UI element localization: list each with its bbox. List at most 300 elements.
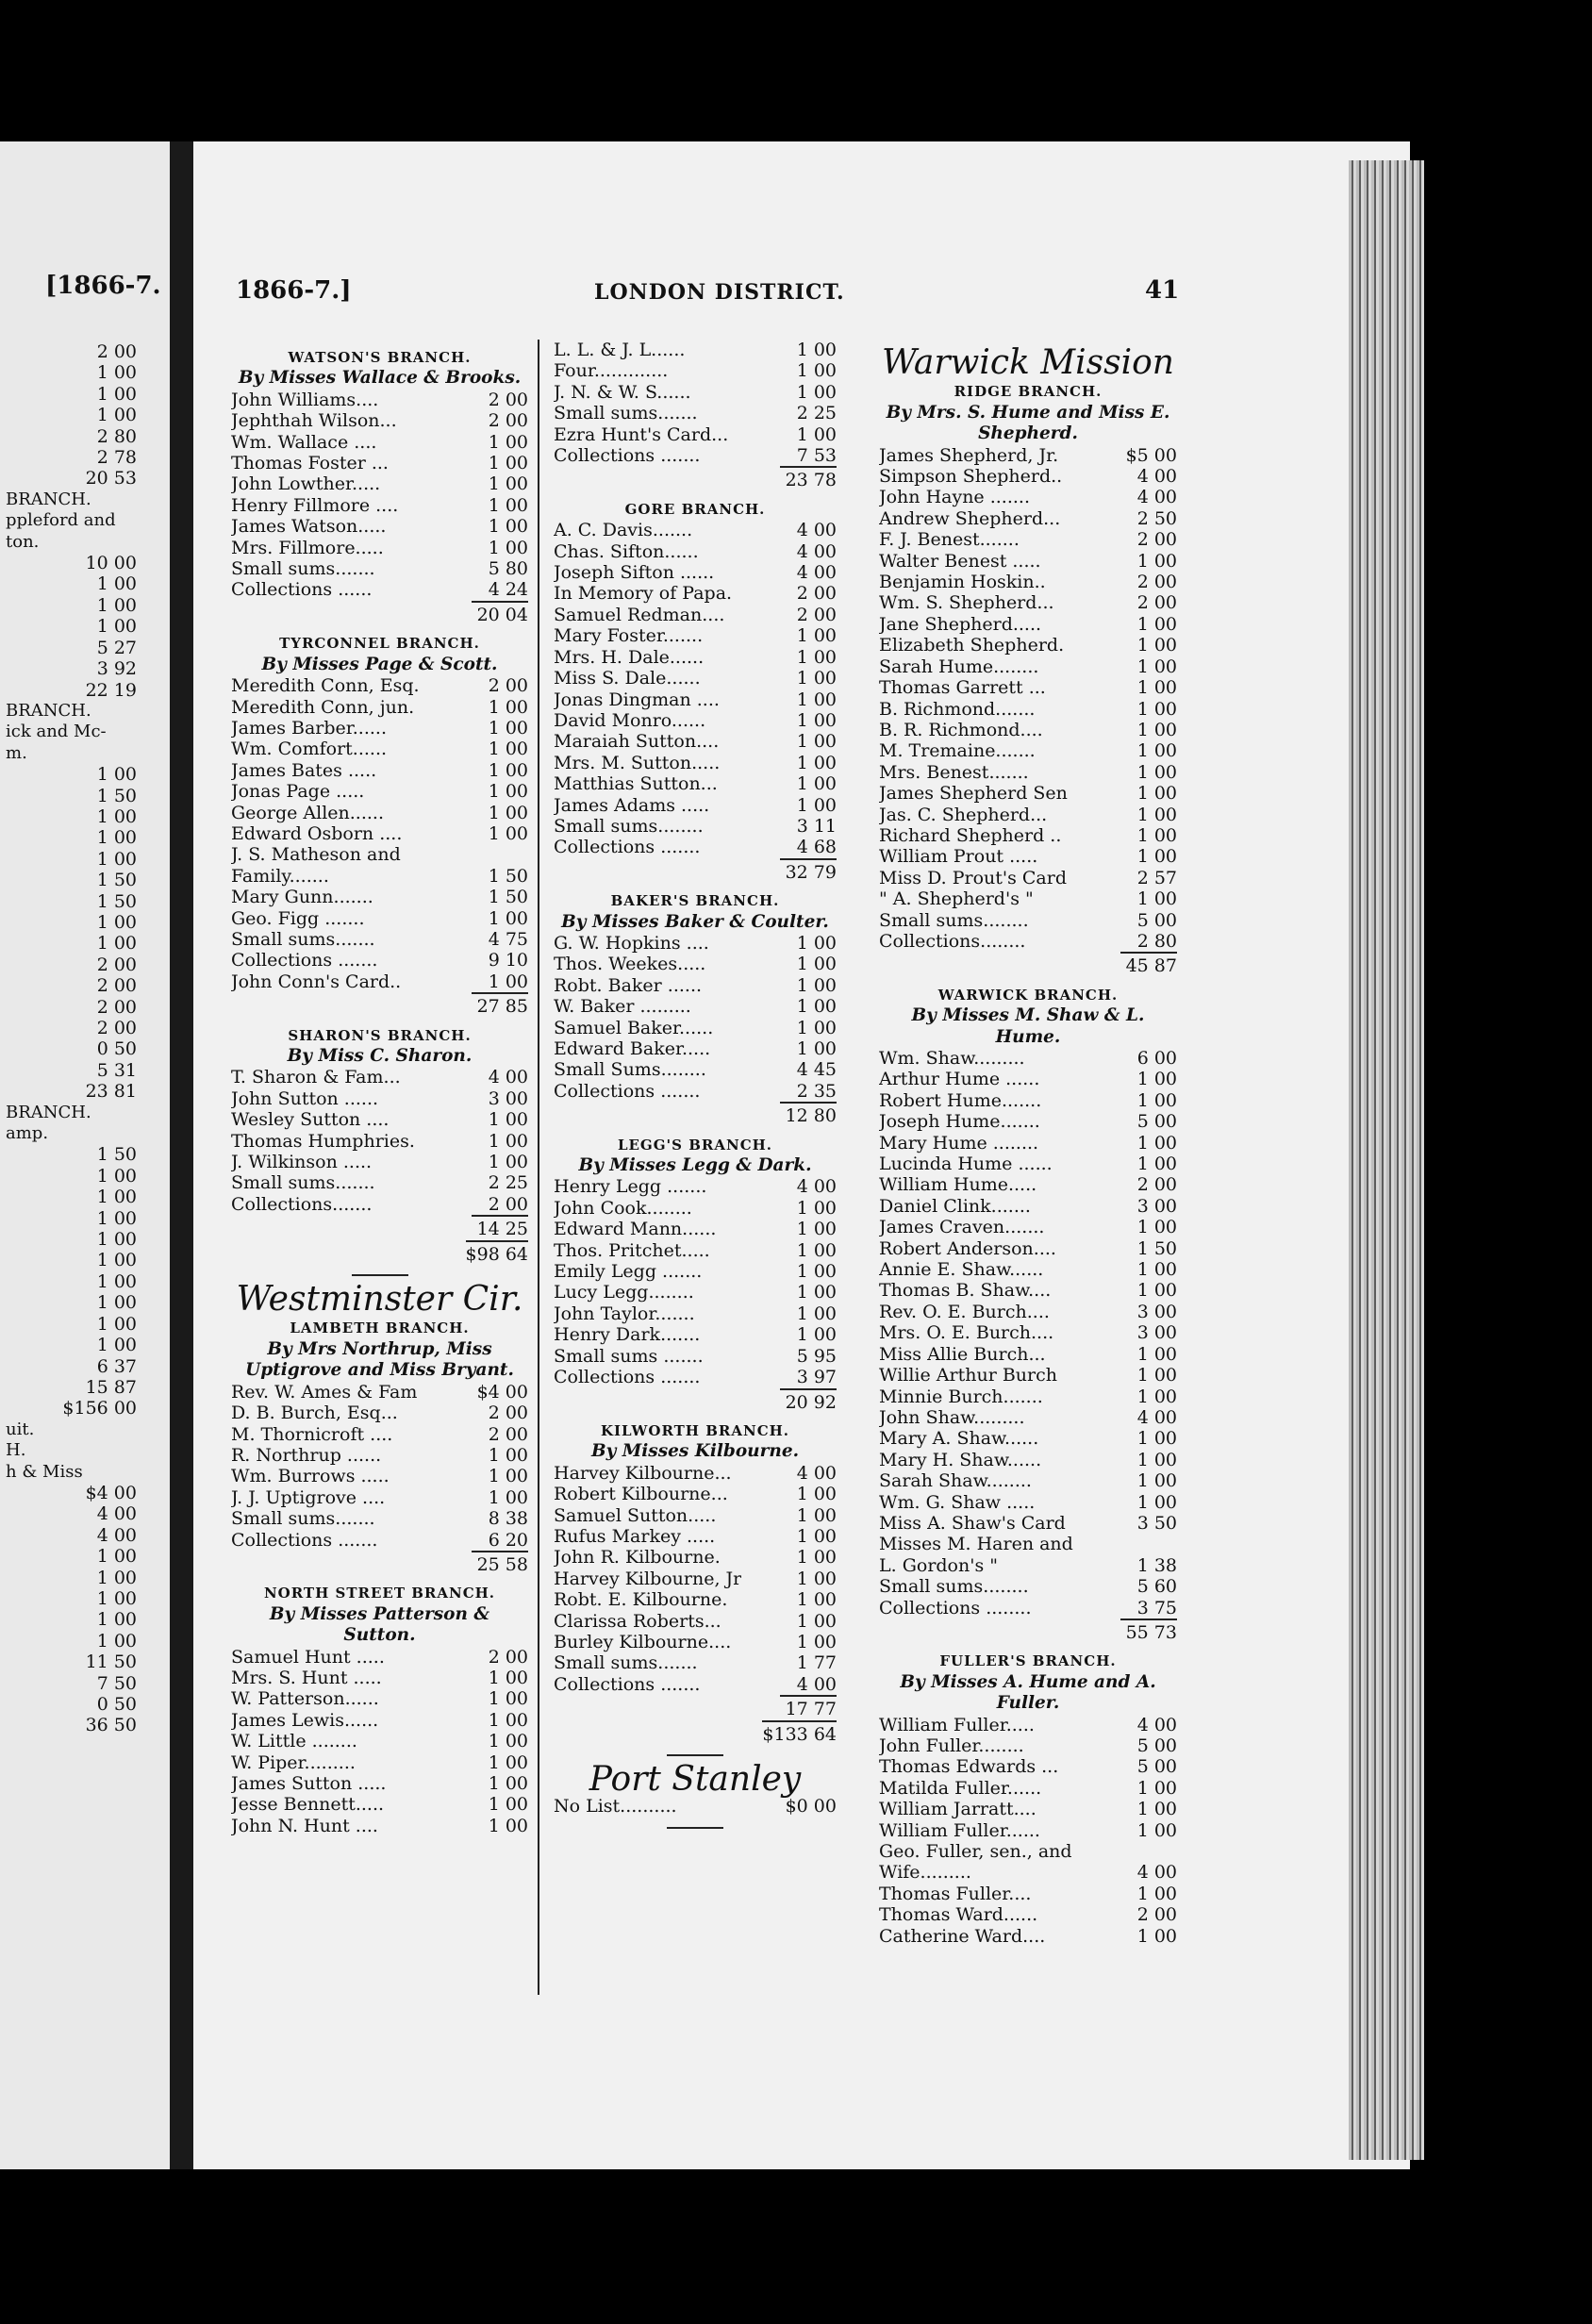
entry-row [231, 1794, 528, 1815]
entry-amount: 1 00 [488, 717, 528, 739]
entry-amount: 1 00 [796, 996, 837, 1018]
entry-row [554, 403, 837, 423]
divider [667, 1827, 723, 1829]
entry-name: Wife......... [879, 1862, 971, 1884]
entry-name: Small sums........ [879, 909, 1029, 931]
circuit-heading: Port Stanley [589, 1760, 802, 1799]
subtotal-amount: 27 85 [472, 992, 528, 1017]
entry-row [554, 1219, 837, 1239]
left-page-amount: 20 53 [85, 468, 137, 490]
entry-name: David Monro...... [554, 709, 706, 731]
entry-row [879, 1174, 1177, 1195]
entry-amount: 4 24 [488, 579, 528, 601]
entry-amount: 2 35 [796, 1080, 837, 1102]
entry-name: Harvey Kilbourne... [554, 1462, 732, 1484]
entry-row [554, 1569, 837, 1589]
entry-name: R. Northrup ...... [231, 1444, 382, 1466]
entry-name: John Taylor....... [554, 1303, 695, 1324]
entry-row [879, 1196, 1177, 1217]
entry-amount: 1 00 [488, 473, 528, 495]
branch-heading: WARWICK BRANCH. [937, 986, 1119, 1004]
entry-name: John Cook........ [554, 1197, 692, 1219]
entry-row [879, 1111, 1177, 1132]
left-page-text: h & Miss [6, 1461, 83, 1482]
left-page-amount: 1 00 [96, 911, 137, 933]
entry-amount: 4 00 [796, 562, 837, 584]
entry-row [879, 529, 1177, 550]
entry-row [879, 1259, 1177, 1280]
entry-amount: 1 00 [796, 1197, 837, 1219]
circuit-heading: Westminster Cir. [236, 1280, 523, 1320]
left-page-amount: 1 50 [96, 890, 137, 912]
entry-name: Chas. Sifton...... [554, 540, 699, 562]
entry-name: Daniel Clink....... [879, 1195, 1031, 1217]
left-page-amount: 15 87 [85, 1376, 137, 1398]
left-page-amount: 0 50 [96, 1694, 137, 1715]
left-page-amount: 1 00 [96, 805, 137, 827]
entry-amount: 5 00 [1136, 1735, 1177, 1756]
entry-row [879, 1492, 1177, 1513]
entry-row [554, 1282, 837, 1303]
entry-amount: 1 00 [1136, 1777, 1177, 1799]
entry-name: George Allen...... [231, 802, 384, 823]
entry-name: Edward Osborn .... [231, 822, 403, 844]
entry-amount: 2 00 [1136, 529, 1177, 551]
entry-row [231, 1530, 528, 1551]
entry-row [231, 823, 528, 844]
entry-amount: 2 00 [1136, 572, 1177, 593]
entry-name: Miss Allie Burch... [879, 1343, 1046, 1365]
entry-row [879, 720, 1177, 740]
entry-name: Benjamin Hoskin.. [879, 572, 1046, 593]
entry-name: Thomas Ward...... [879, 1904, 1038, 1926]
entry-amount: 8 38 [488, 1508, 528, 1530]
entry-amount [1124, 1534, 1177, 1554]
entry-name: Wm. Burrows ..... [231, 1466, 390, 1487]
entry-name: Matilda Fuller...... [879, 1777, 1042, 1799]
entry-name: Sarah Hume........ [879, 656, 1039, 677]
entry-row [554, 605, 837, 625]
entry-name: Samuel Sutton..... [554, 1504, 717, 1526]
entry-row [554, 562, 837, 583]
entry-amount: 1 50 [1136, 1237, 1177, 1259]
entry-row [879, 1280, 1177, 1301]
entry-name: Robt. E. Kilbourne. [554, 1589, 728, 1611]
entry-row [554, 445, 837, 466]
subtotal-row [231, 1551, 528, 1575]
entry-amount: 2 00 [488, 1646, 528, 1668]
entry-amount: 1 00 [1136, 1132, 1177, 1154]
branch-heading: NORTH STREET BRANCH. [263, 1585, 496, 1602]
collectors-line: By Misses Page & Scott. [261, 654, 498, 674]
entry-amount: $4 00 [476, 1381, 528, 1403]
entry-name: W. Patterson...... [231, 1688, 379, 1710]
entry-row [231, 1172, 528, 1193]
entry-name: Wm. Wallace .... [231, 431, 377, 453]
entry-row [231, 1466, 528, 1486]
entry-amount: 1 00 [796, 1568, 837, 1589]
entry-amount: 2 50 [1136, 507, 1177, 529]
left-page-amount: 5 31 [96, 1059, 137, 1081]
entry-name: Miss S. Dale...... [554, 668, 701, 689]
entry-row [879, 931, 1177, 952]
entry-name: Thomas Humphries. [231, 1130, 415, 1152]
branch-heading: RIDGE BRANCH. [954, 383, 1103, 401]
entry-amount: 1 00 [488, 1751, 528, 1773]
entry-name: Thomas Edwards ... [879, 1756, 1059, 1778]
entry-name: Geo. Fuller, sen., and [879, 1841, 1072, 1863]
entry-row [879, 1365, 1177, 1386]
entry-row [554, 1059, 837, 1080]
entry-name: Collections....... [231, 1193, 373, 1215]
left-facing-page [0, 141, 170, 2169]
entry-name: Small sums....... [231, 558, 375, 580]
entry-amount: 1 38 [1136, 1554, 1177, 1576]
entry-row [879, 1576, 1177, 1597]
left-page-amount: 1 00 [96, 848, 137, 870]
entry-row [554, 816, 837, 837]
entry-row [879, 1302, 1177, 1322]
entry-amount: 1 00 [1136, 677, 1177, 699]
subtotal-amount: 32 79 [780, 858, 837, 883]
entry-row [554, 1796, 837, 1817]
left-page-amount: 1 00 [96, 594, 137, 616]
entry-amount: 3 75 [1136, 1597, 1177, 1618]
entry-name: Rev. W. Ames & Fam [231, 1381, 418, 1403]
left-page-amount: 1 00 [96, 933, 137, 954]
left-page-amount: 1 50 [96, 870, 137, 891]
left-page-amount: 2 00 [96, 996, 137, 1018]
entry-name: Family....... [231, 865, 329, 887]
entry-amount: 2 00 [1136, 592, 1177, 614]
entry-name: Mrs. O. E. Burch.... [879, 1322, 1054, 1344]
entry-name: Four............. [554, 360, 669, 382]
entry-row [879, 1841, 1177, 1862]
entry-row [879, 1715, 1177, 1735]
entry-name: Henry Legg ....... [554, 1176, 707, 1198]
left-page-amount: 1 00 [96, 1292, 137, 1314]
entry-name: Mrs. S. Hunt ..... [231, 1667, 382, 1688]
subtotal-amount: 55 73 [1120, 1618, 1177, 1643]
entry-name: Collections ...... [231, 579, 373, 601]
entry-row [231, 739, 528, 759]
entry-amount: 2 00 [488, 675, 528, 697]
entry-row [231, 495, 528, 516]
entry-row [231, 558, 528, 579]
entry-name: Thos. Weekes..... [554, 954, 706, 975]
entry-row [879, 1322, 1177, 1343]
entry-amount: 6 00 [1136, 1048, 1177, 1069]
entry-amount: 1 00 [488, 1731, 528, 1752]
entry-amount: 1 00 [488, 907, 528, 929]
entry-name: Maraiah Sutton.... [554, 731, 720, 753]
entry-name: No List.......... [554, 1796, 677, 1818]
entry-amount: 2 00 [488, 410, 528, 432]
entry-name: W. Baker ......... [554, 996, 691, 1018]
entry-name: J. N. & W. S...... [554, 381, 691, 403]
entry-row [554, 1346, 837, 1367]
branch-heading: SHARON'S BRANCH. [288, 1026, 472, 1044]
left-page-text: m. [6, 742, 27, 763]
entry-amount: 3 00 [1136, 1301, 1177, 1322]
entry-row [231, 1445, 528, 1466]
left-page-amount: 1 00 [96, 383, 137, 405]
subtotal-amount: $133 64 [762, 1720, 837, 1745]
entry-name: Small sums....... [231, 1172, 375, 1194]
entry-name: Simpson Shepherd.. [879, 466, 1063, 488]
entry-name: G. W. Hopkins .... [554, 932, 709, 954]
entry-name: Thos. Pritchet..... [554, 1239, 710, 1261]
entry-name: John R. Kilbourne. [554, 1547, 721, 1569]
entry-name: John Fuller........ [879, 1735, 1024, 1756]
branch-heading: BAKER'S BRANCH. [610, 892, 780, 910]
entry-amount: 1 00 [796, 381, 837, 403]
entry-name: " A. Shepherd's " [879, 888, 1034, 910]
entry-row [231, 1152, 528, 1172]
entry-amount: 4 68 [796, 837, 837, 858]
entry-amount: 4 75 [488, 928, 528, 950]
entry-amount: 4 00 [796, 1673, 837, 1695]
left-page-amount: 6 37 [96, 1355, 137, 1377]
left-page-amount: 1 00 [96, 1250, 137, 1271]
entry-name: Jephthah Wilson... [231, 410, 397, 432]
entry-name: Willie Arthur Burch [879, 1365, 1057, 1386]
entry-amount: 5 95 [796, 1345, 837, 1367]
left-page-amount: 7 50 [96, 1672, 137, 1694]
entry-row [231, 1773, 528, 1794]
collectors-line: By Misses M. Shaw & L. Hume. [911, 1005, 1145, 1047]
left-page-text: ick and Mc- [6, 722, 107, 742]
entry-name: Jesse Bennett..... [231, 1794, 385, 1816]
entry-row [879, 1048, 1177, 1069]
divider [667, 1754, 723, 1756]
left-page-text: ton. [6, 531, 40, 552]
entry-amount: 3 00 [1136, 1322, 1177, 1344]
entry-amount: 1 00 [796, 1261, 837, 1283]
collectors-line: By Misses Kilbourne. [590, 1441, 800, 1462]
entry-amount: 1 00 [1136, 1799, 1177, 1820]
left-page-amount: 2 00 [96, 954, 137, 975]
entry-row [879, 1428, 1177, 1449]
entry-row [554, 1240, 837, 1261]
entry-row [554, 1261, 837, 1282]
entry-name: W. Piper......... [231, 1751, 356, 1773]
left-page-amount: 10 00 [85, 553, 137, 574]
left-page-text: uit. [6, 1419, 35, 1439]
entry-name: Mary Hume ........ [879, 1132, 1039, 1154]
entry-row [554, 1018, 837, 1038]
entry-amount: 4 00 [488, 1067, 528, 1088]
subtotal-row [554, 858, 837, 883]
collectors-line: By Misses Wallace & Brooks. [238, 368, 522, 389]
entry-row [879, 1069, 1177, 1089]
entry-amount: 1 00 [488, 781, 528, 803]
entry-amount: 1 00 [1136, 1089, 1177, 1111]
entry-amount: 1 00 [1136, 783, 1177, 805]
entry-name: Mrs. H. Dale...... [554, 646, 705, 668]
branch-heading: FULLER'S BRANCH. [939, 1652, 1117, 1670]
divider [352, 1274, 408, 1276]
entry-name: Collections ....... [554, 1367, 701, 1388]
entry-name: Wm. S. Shepherd... [879, 592, 1054, 614]
entry-amount: 2 80 [1136, 930, 1177, 952]
entry-row [879, 1926, 1177, 1947]
entry-name: Rev. O. E. Burch.... [879, 1301, 1050, 1322]
left-page-amount: 0 50 [96, 1038, 137, 1060]
entry-name: Edward Baker..... [554, 1038, 711, 1059]
entry-amount: 4 00 [1136, 1714, 1177, 1735]
left-page-text: BRANCH. [6, 1102, 91, 1122]
left-page-amount: 1 00 [96, 764, 137, 786]
entry-name: J. J. Uptigrove .... [231, 1486, 386, 1508]
entry-row [231, 971, 528, 992]
entry-row [879, 846, 1177, 867]
entry-row [231, 453, 528, 473]
left-page-header: [1866-7. [45, 272, 161, 300]
entry-name: Wm. Comfort...... [231, 739, 388, 760]
entry-name: Miss A. Shaw's Card [879, 1512, 1066, 1534]
entry-row [879, 1884, 1177, 1904]
entry-row [554, 1526, 837, 1547]
entry-amount: 1 00 [1136, 804, 1177, 825]
entry-row [879, 1133, 1177, 1154]
entry-name: Catherine Ward.... [879, 1925, 1046, 1947]
entry-row [879, 1862, 1177, 1883]
subtotal-row [879, 1618, 1177, 1643]
entry-amount: 1 00 [488, 1815, 528, 1836]
entry-amount: 1 00 [796, 752, 837, 773]
entry-amount: 4 00 [796, 1176, 837, 1198]
entry-amount: 1 00 [1136, 613, 1177, 635]
entry-name: Ezra Hunt's Card... [554, 423, 729, 445]
entry-row [879, 1217, 1177, 1237]
left-page-amount: 23 81 [85, 1081, 137, 1103]
entry-amount: 5 00 [1136, 1756, 1177, 1778]
entry-amount: 1 00 [796, 1282, 837, 1303]
left-page-amount: 2 00 [96, 341, 137, 362]
entry-row [231, 1109, 528, 1130]
left-page-amount: 11 50 [85, 1652, 137, 1673]
left-page-amount: 2 80 [96, 425, 137, 447]
entry-row [554, 710, 837, 731]
collectors-line: By Misses Patterson & Sutton. [269, 1603, 490, 1646]
entry-amount: 4 00 [796, 1462, 837, 1484]
left-page-amount: 1 00 [96, 1587, 137, 1609]
entry-name: Henry Fillmore .... [231, 494, 399, 516]
entry-row [554, 424, 837, 445]
entry-amount: 1 00 [488, 1152, 528, 1173]
entry-row [554, 1505, 837, 1526]
entry-amount: 1 00 [488, 1466, 528, 1487]
entry-row [231, 538, 528, 558]
collectors-line: By Misses A. Hume and A. Fuller. [900, 1671, 1156, 1714]
left-page-amount: 2 78 [96, 447, 137, 469]
entry-amount: 3 50 [1136, 1512, 1177, 1534]
entry-row [231, 579, 528, 600]
entry-row [554, 933, 837, 954]
left-page-amount: 1 00 [96, 362, 137, 384]
entry-amount: 6 20 [488, 1529, 528, 1551]
entry-row [554, 583, 837, 604]
entry-amount: 1 00 [488, 802, 528, 823]
entry-amount: 1 00 [488, 1773, 528, 1794]
entry-row [231, 1131, 528, 1152]
entry-name: Thomas Foster ... [231, 453, 389, 474]
entry-name: Samuel Hunt ..... [231, 1646, 385, 1668]
entry-name: Miss D. Prout's Card [879, 867, 1068, 888]
entry-amount [1124, 1841, 1177, 1862]
column-rule [538, 340, 539, 1995]
entry-row [879, 868, 1177, 888]
entry-name: Collections ....... [554, 1673, 701, 1695]
entry-name: Meredith Conn, Esq. [231, 675, 420, 697]
entry-row [231, 718, 528, 739]
entry-name: William Prout ..... [879, 846, 1038, 868]
left-page-amount: 1 50 [96, 1144, 137, 1166]
entry-name: John Sutton ...... [231, 1087, 379, 1109]
entry-name: Robt. Baker ...... [554, 974, 703, 996]
entry-amount: 1 00 [488, 453, 528, 474]
branch-heading: LEGG'S BRANCH. [617, 1136, 773, 1154]
collectors-line: By Misses Legg & Dark. [578, 1155, 812, 1176]
entry-amount: 1 00 [796, 1219, 837, 1240]
subtotal-row [554, 1102, 837, 1126]
page-header-year: 1866-7.] [236, 276, 352, 305]
entry-amount: 1 00 [1136, 1217, 1177, 1238]
entry-row [554, 1652, 837, 1673]
entry-name: Clarissa Roberts... [554, 1610, 721, 1632]
entry-amount: 2 00 [488, 389, 528, 410]
entry-amount: 5 00 [1136, 909, 1177, 931]
entry-row [554, 1198, 837, 1219]
branch-heading: WATSON'S BRANCH. [288, 349, 472, 366]
entry-name: Small sums........ [879, 1576, 1029, 1598]
entry-row [879, 1513, 1177, 1534]
entry-row [231, 866, 528, 887]
entry-name: James Sutton ..... [231, 1773, 387, 1794]
entry-amount: 1 00 [488, 1667, 528, 1688]
entry-row [554, 1589, 837, 1610]
entry-name: John Williams.... [231, 389, 379, 410]
entry-name: L. Gordon's " [879, 1554, 998, 1576]
entry-row [879, 1534, 1177, 1554]
collectors-line: By Misses Baker & Coulter. [561, 911, 829, 932]
entry-amount: 4 00 [1136, 1406, 1177, 1428]
entry-amount: 1 00 [1136, 635, 1177, 656]
subtotal-amount: 12 80 [780, 1102, 837, 1126]
collectors-line: By Mrs Northrup, Miss Uptigrove and Miss Bryant. [245, 1338, 514, 1381]
collectors-line: By Mrs. S. Hume and Miss E. Shepherd. [886, 402, 1170, 444]
left-page-amount: 1 00 [96, 1165, 137, 1187]
left-page-amount: 3 92 [96, 658, 137, 680]
subtotal-amount: 20 04 [472, 601, 528, 625]
entry-name: Collections ....... [231, 950, 378, 971]
entry-row [231, 1508, 528, 1529]
left-page-amount: 22 19 [85, 679, 137, 701]
left-page-amount: 1 00 [96, 1546, 137, 1568]
entry-row [231, 1194, 528, 1215]
entry-row [231, 908, 528, 929]
entry-amount: 1 00 [488, 431, 528, 453]
column-2 [554, 340, 837, 1838]
entry-amount: 1 00 [488, 759, 528, 781]
entry-amount: 1 00 [796, 1038, 837, 1059]
entry-row [554, 625, 837, 646]
entry-name: Burley Kilbourne.... [554, 1631, 732, 1652]
subtotal-row [554, 1695, 837, 1719]
entry-row [554, 753, 837, 773]
entry-name: F. J. Benest....... [879, 529, 1020, 551]
